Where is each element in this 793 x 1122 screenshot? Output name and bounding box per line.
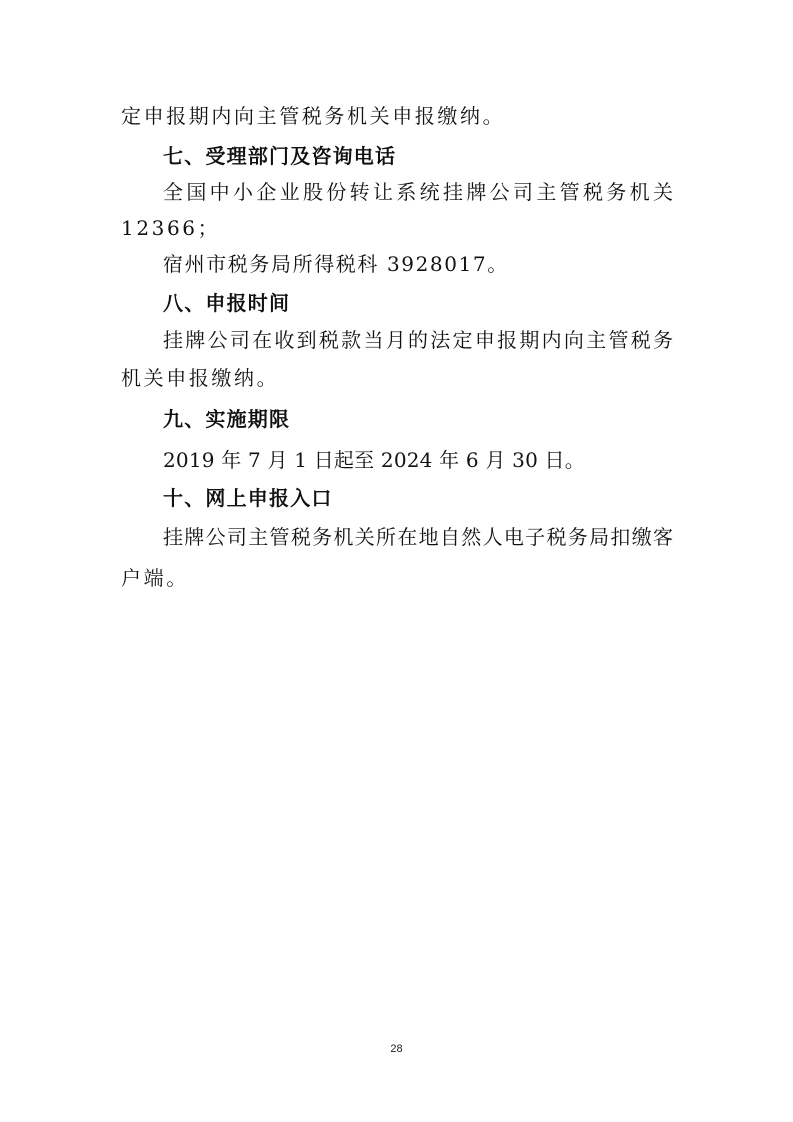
body-line-period: 2019 年 7 月 1 日起至 2024 年 6 月 30 日。 [163,448,585,472]
body-line-contact-3: 宿州市税务局所得税科 3928017。 [163,252,509,276]
section-heading-7: 七、受理部门及咨询电话 [163,144,397,168]
body-line-entry-2: 户端。 [121,566,189,590]
body-line-continuation: 定申报期内向主管税务机关申报缴纳。 [121,104,506,128]
body-line-contact-2: 12366； [121,216,221,240]
section-heading-10: 十、网上申报入口 [163,486,333,510]
body-line-time-2: 机关申报缴纳。 [121,366,280,390]
section-heading-9: 九、实施期限 [163,407,291,431]
body-line-contact-1: 全国中小企业股份转让系统挂牌公司主管税务机关 [163,180,673,204]
page-number: 28 [390,1043,403,1055]
body-line-time-1: 挂牌公司在收到税款当月的法定申报期内向主管税务 [163,328,673,352]
body-line-entry-1: 挂牌公司主管税务机关所在地自然人电子税务局扣缴客 [163,525,673,549]
section-heading-8: 八、申报时间 [163,291,291,315]
